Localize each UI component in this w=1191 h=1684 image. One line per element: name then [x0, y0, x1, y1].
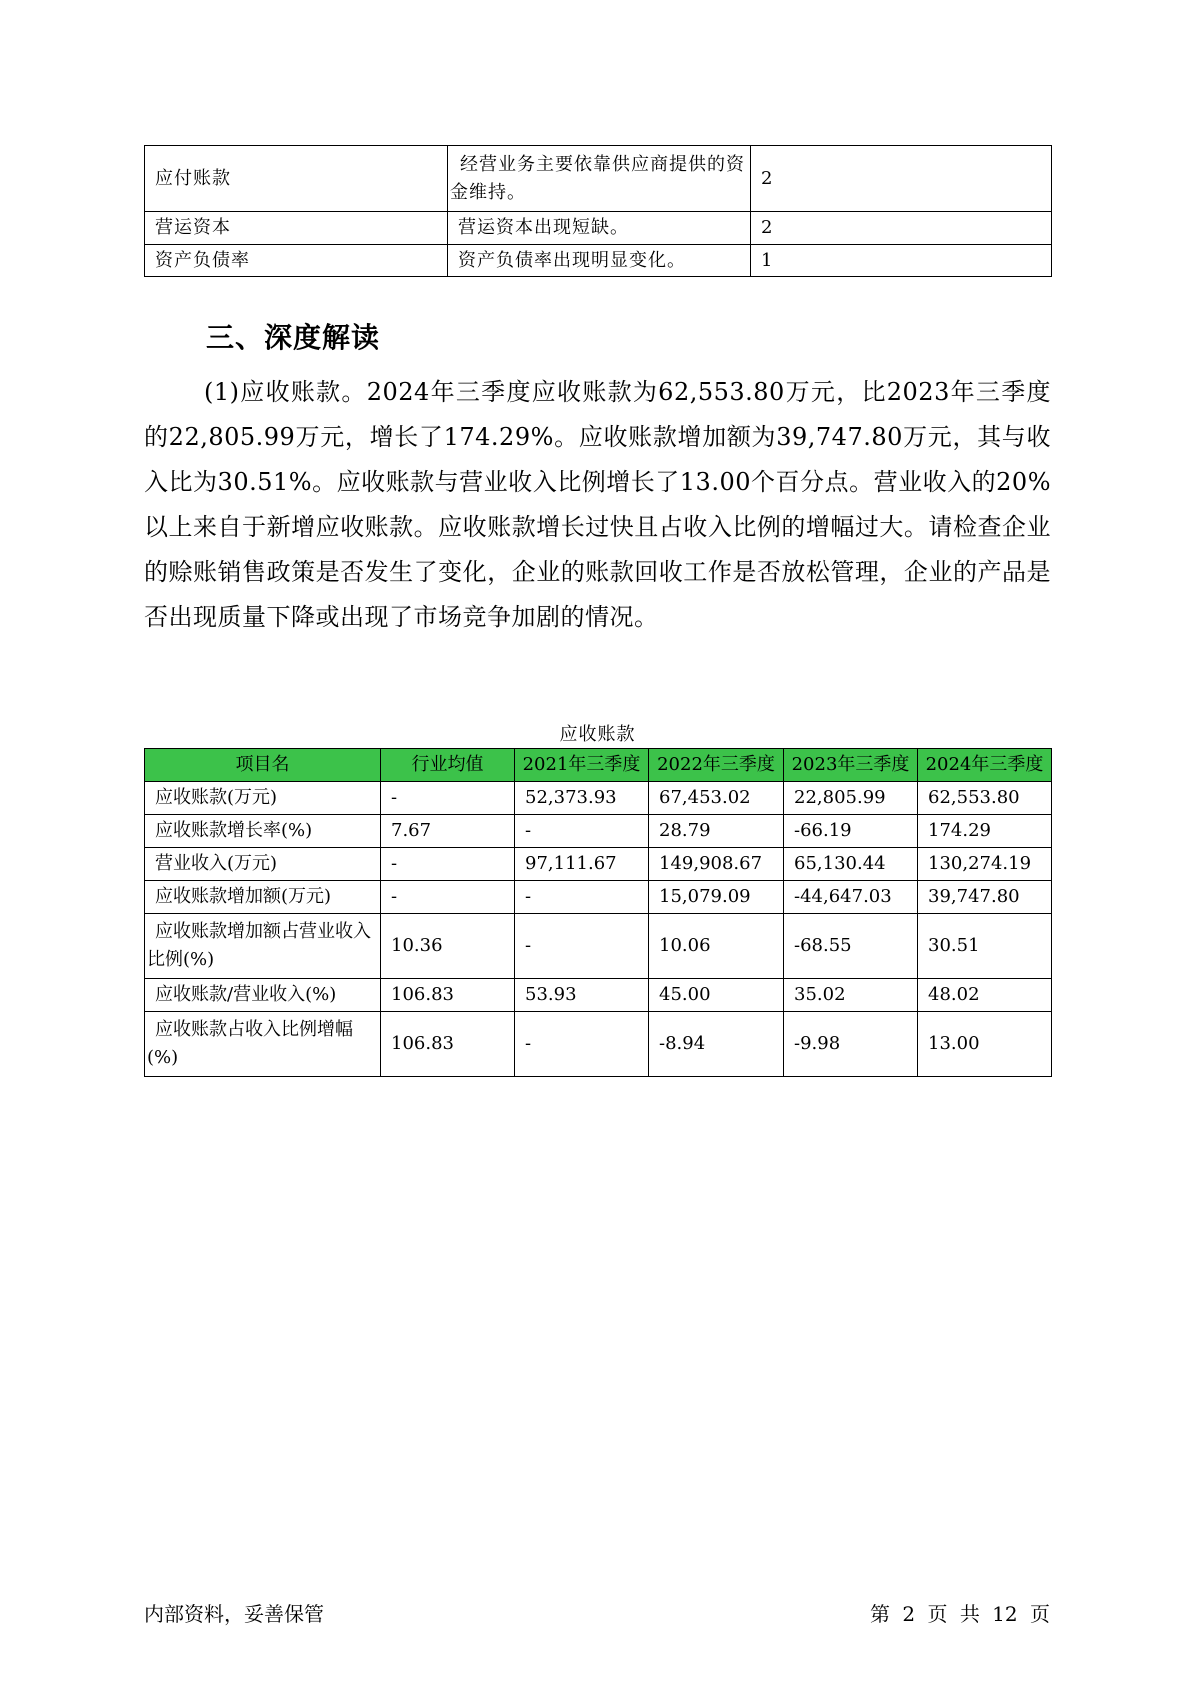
table-cell: 106.83 — [381, 1012, 515, 1077]
table-cell: 15,079.09 — [649, 881, 784, 914]
table-row — [145, 914, 1052, 979]
header-cell: 2023年三季度 — [784, 749, 918, 782]
risk-item: 资产负债率 — [145, 245, 448, 277]
table-cell: 97,111.67 — [515, 848, 649, 881]
table-cell: 应收账款/营业收入(%) — [145, 979, 381, 1012]
table-row — [145, 979, 1052, 1012]
section-heading: 三、深度解读 — [206, 321, 381, 354]
table-cell: - — [515, 815, 649, 848]
risk-row — [145, 245, 1052, 277]
risk-row — [145, 212, 1052, 245]
table-cell: 营业收入(万元) — [145, 848, 381, 881]
risk-desc: 经营业务主要依靠供应商提供的资金维持。 — [448, 146, 751, 212]
table-cell: - — [381, 782, 515, 815]
table-cell: 10.06 — [649, 914, 784, 979]
table-cell: 应收账款增加额(万元) — [145, 881, 381, 914]
risk-level: 2 — [751, 212, 1052, 245]
risk-row — [145, 146, 1052, 212]
table-cell: 67,453.02 — [649, 782, 784, 815]
table-row — [145, 782, 1052, 815]
header-cell: 2024年三季度 — [918, 749, 1052, 782]
table-cell: 106.83 — [381, 979, 515, 1012]
table-cell: 10.36 — [381, 914, 515, 979]
table-cell: 应收账款增加额占营业收入比例(%) — [145, 914, 381, 979]
risk-desc: 资产负债率出现明显变化。 — [448, 245, 751, 277]
receivables-table — [144, 748, 1052, 1077]
table-cell: -66.19 — [784, 815, 918, 848]
table-cell: 35.02 — [784, 979, 918, 1012]
risk-table — [144, 145, 1052, 277]
table-cell: - — [515, 1012, 649, 1077]
header-cell: 2022年三季度 — [649, 749, 784, 782]
header-cell: 2021年三季度 — [515, 749, 649, 782]
table-cell: 应收账款占收入比例增幅(%) — [145, 1012, 381, 1077]
table-cell: 130,274.19 — [918, 848, 1052, 881]
header-cell: 项目名 — [145, 749, 381, 782]
table-row — [145, 815, 1052, 848]
table-cell: - — [381, 848, 515, 881]
table-cell: 应收账款(万元) — [145, 782, 381, 815]
table-cell: 62,553.80 — [918, 782, 1052, 815]
risk-item: 营运资本 — [145, 212, 448, 245]
risk-level: 1 — [751, 245, 1052, 277]
header-cell: 行业均值 — [381, 749, 515, 782]
table-cell: 174.29 — [918, 815, 1052, 848]
table-cell: 应收账款增长率(%) — [145, 815, 381, 848]
table-row — [145, 881, 1052, 914]
table-caption: 应收账款 — [559, 724, 636, 745]
table-cell: 30.51 — [918, 914, 1052, 979]
risk-level: 2 — [751, 146, 1052, 212]
table-header-row — [145, 749, 1052, 782]
table-cell: - — [515, 881, 649, 914]
table-cell: 39,747.80 — [918, 881, 1052, 914]
table-cell: 13.00 — [918, 1012, 1052, 1077]
table-cell: 149,908.67 — [649, 848, 784, 881]
analysis-paragraph: (1)应收账款。2024年三季度应收账款为62,553.80万元，比2023年三季度的22,805.99万元，增长了174.29%。应收账款增加额为39,747.80万元，其与收入比为30.51%。应收账款与营业收入比例增长了13.00个百分点。营业收入的20%以上来自于新增应收账款。应收账款增长过快且占收入比例的增幅过大。请检查企业的赊账销售政策是否发生了变化，企业的账款回收工作是否放松管理，企业的产品是否出现质量下降或出现了市场竞争加剧的情况。 — [144, 378, 1051, 631]
table-cell: 52,373.93 — [515, 782, 649, 815]
table-row — [145, 848, 1052, 881]
table-cell: - — [515, 914, 649, 979]
table-cell: -44,647.03 — [784, 881, 918, 914]
table-cell: - — [381, 881, 515, 914]
table-cell: 65,130.44 — [784, 848, 918, 881]
table-cell: -8.94 — [649, 1012, 784, 1077]
table-cell: 22,805.99 — [784, 782, 918, 815]
table-cell: 7.67 — [381, 815, 515, 848]
table-cell: 48.02 — [918, 979, 1052, 1012]
footer-confidential: 内部资料，妥善保管 — [144, 1602, 324, 1626]
table-cell: 53.93 — [515, 979, 649, 1012]
table-cell: 45.00 — [649, 979, 784, 1012]
table-cell: -68.55 — [784, 914, 918, 979]
table-row — [145, 1012, 1052, 1077]
page-number: 第 2 页 共 12 页 — [870, 1602, 1050, 1626]
risk-desc: 营运资本出现短缺。 — [448, 212, 751, 245]
table-cell: -9.98 — [784, 1012, 918, 1077]
table-cell: 28.79 — [649, 815, 784, 848]
risk-item: 应付账款 — [145, 146, 448, 212]
